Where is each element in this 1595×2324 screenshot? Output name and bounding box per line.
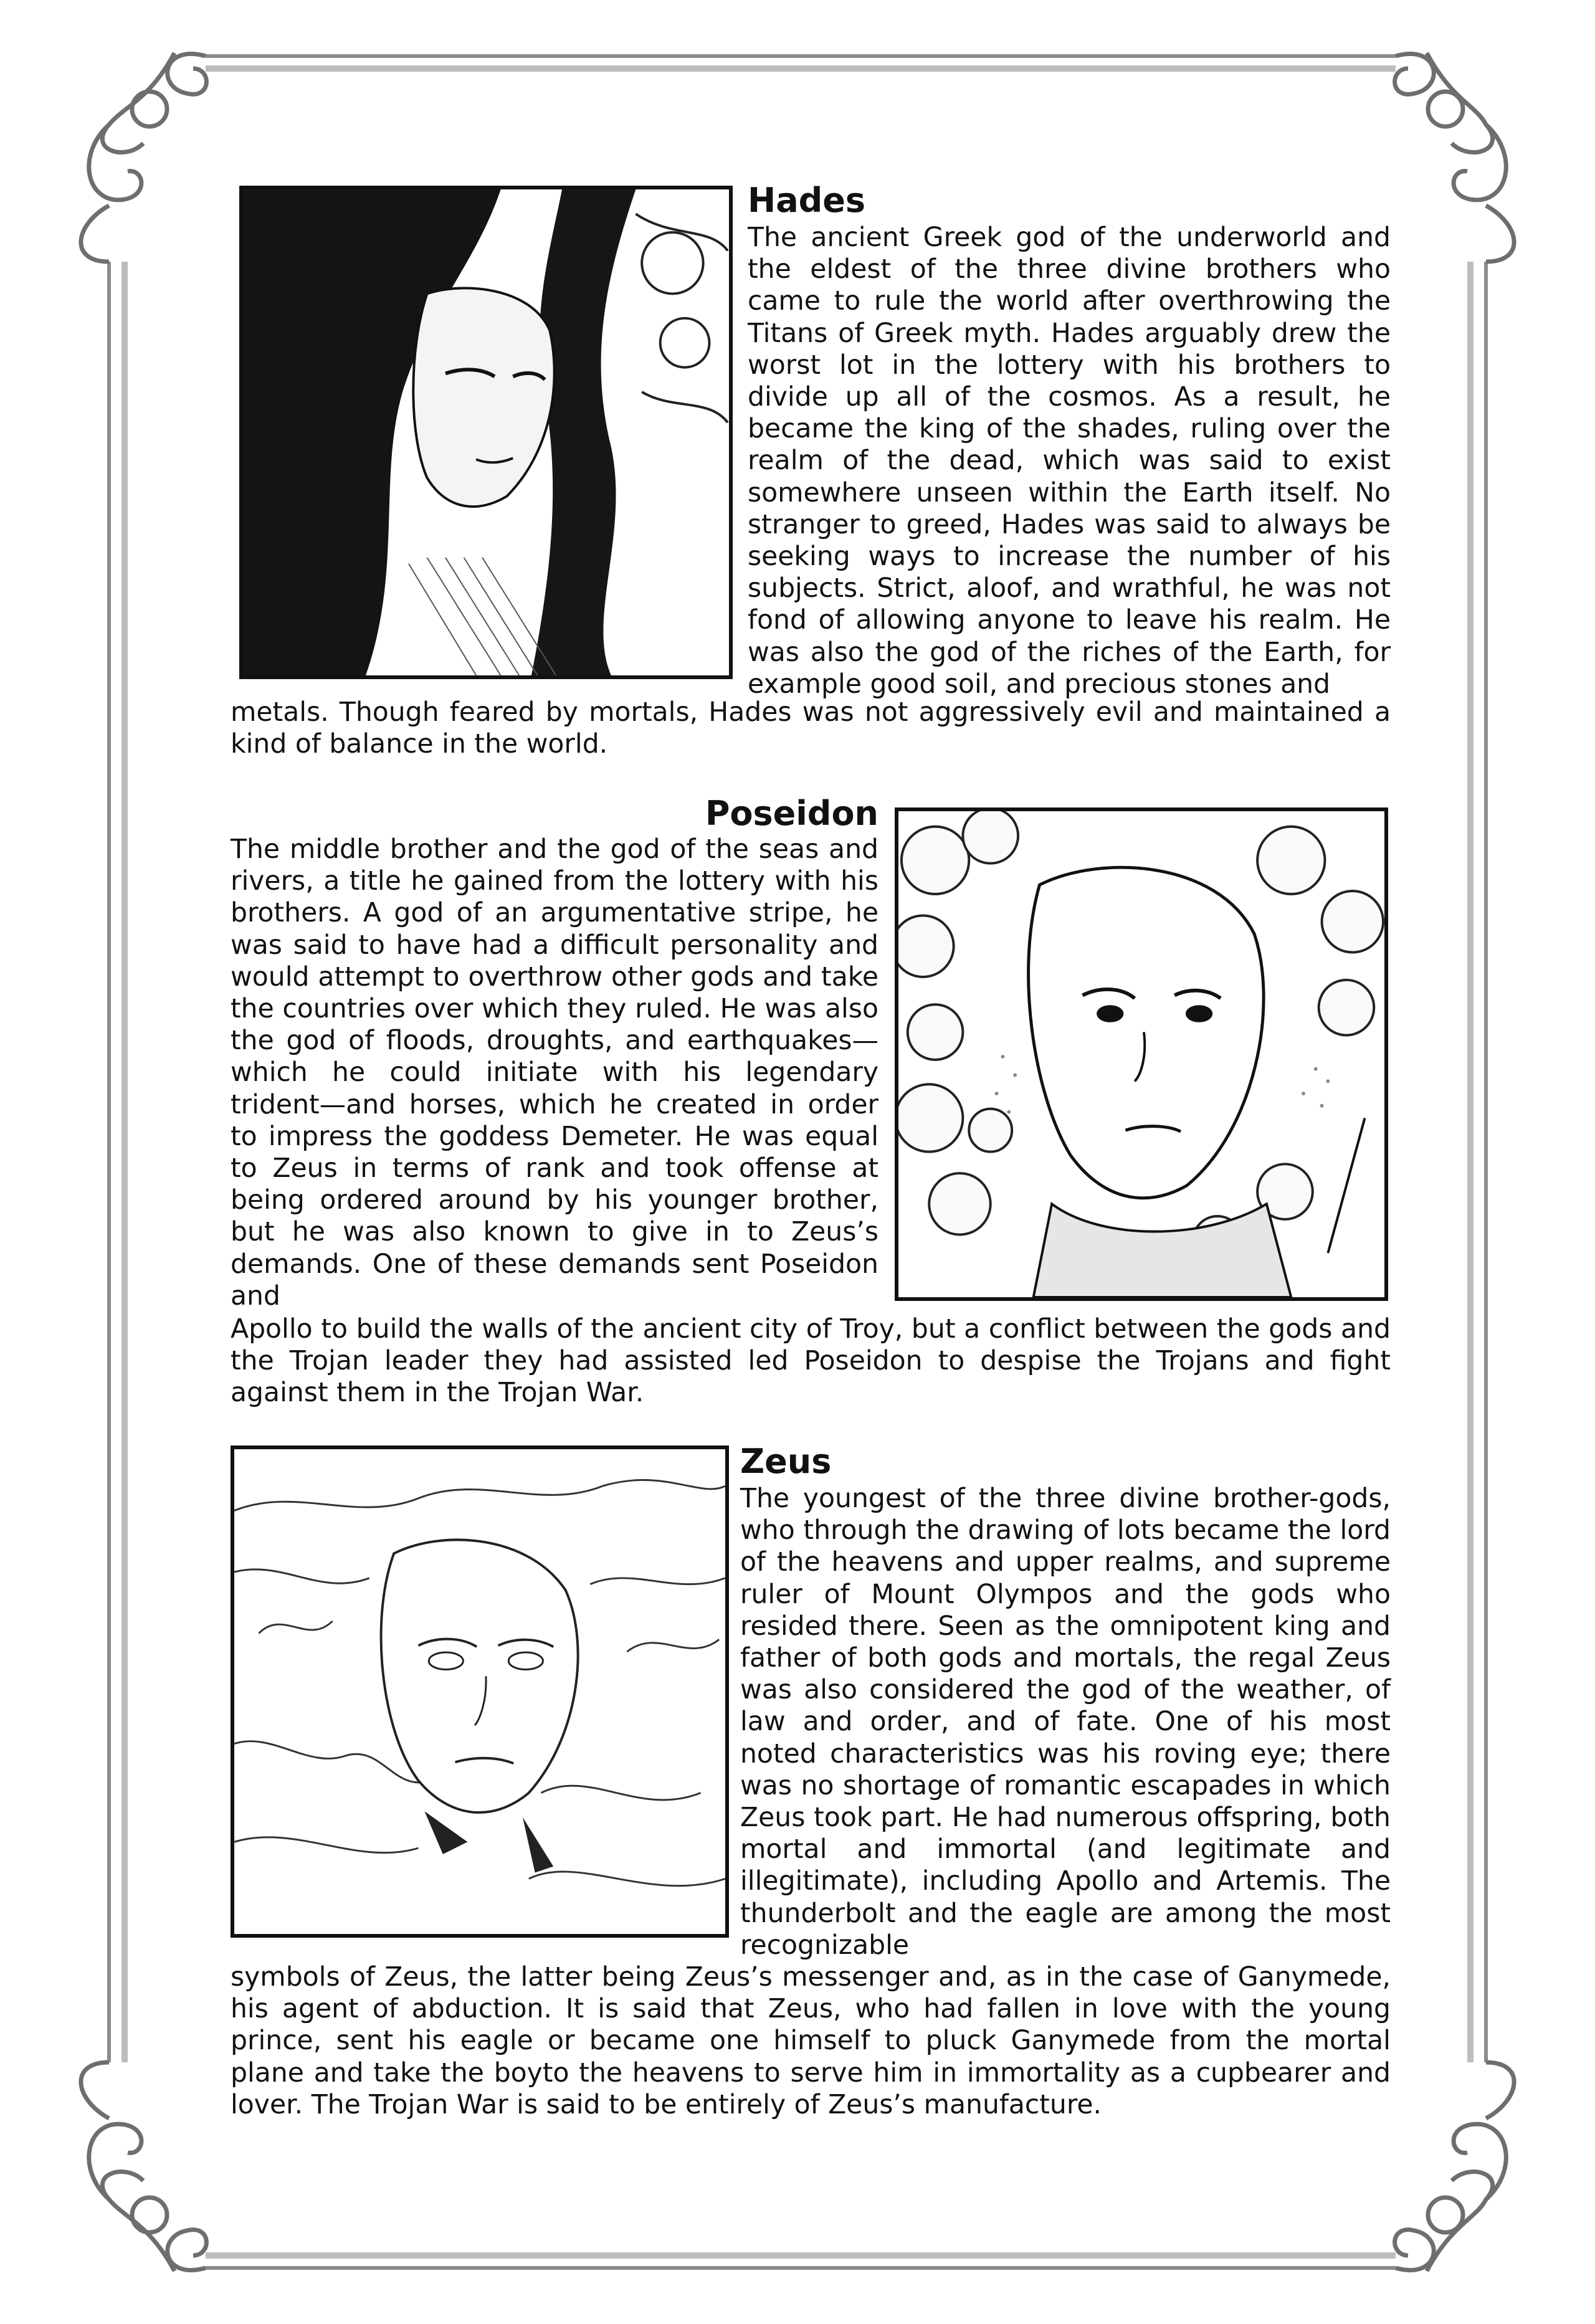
hades-full-text: metals. Though feared by mortals, Hades was not aggressively evil and maintained a kind of balance in the world. — [231, 697, 1391, 760]
poseidon-title: Poseidon — [705, 794, 878, 833]
hades-title: Hades — [748, 181, 866, 220]
hades-side-text: The ancient Greek god of the underworld and the eldest of the three divine brothers who came to rule the world after overthrowing the Titans of Greek myth. Hades arguably drew the worst lot in the lottery with his brothers to divide up all of the cosmos. As a result, he became the king of the shades, ruling over the realm of the dead, which was said to exist somewhere unseen within the Earth itself. No stranger to greed, Hades was said to always be seeking ways to increase the number of his subjects. Strict, aloof, and wrathful, he was not fond of allowing anyone to leave his realm. He was also the god of the riches of the Earth, for example good soil, and precious stones and — [748, 222, 1391, 700]
poseidon-full-text: Apollo to build the walls of the ancient city of Troy, but a conflict between the gods and the Trojan leader they had assisted led Poseidon to despise the Trojans and fight against them in the Trojan War. — [231, 1314, 1391, 1409]
zeus-side-text: The youngest of the three divine brother-gods, who through the drawing of lots became the lord of the heavens and upper realms, and supreme ruler of Mount Olympos and the gods who resided there. Seen as the omnipotent king and father of both gods and mortals, the regal Zeus was also considered the god of the weather, of law and order, and of fate. One of his most noted characteristics was his roving eye; there was no shortage of romantic escapades in which Zeus took part. He had numerous offspring, both mortal and immortal (and legitimate and illegitimate), including Apollo and Artemis. The thunderbolt and the eagle are among the most recognizable — [740, 1483, 1391, 1961]
poseidon-illustration — [895, 807, 1388, 1301]
zeus-full-text: symbols of Zeus, the latter being Zeus’s messenger and, as in the case of Ganymede, his agent of abduction. It is said that Zeus, who had fallen in love with the young prince, sent his eagle or became one himself to pluck Ganymede from the mortal plane and take the boyto the heavens to serve him in immortality as a cupbearer and lover. The Trojan War is said to be entirely of Zeus’s manufacture. — [231, 1962, 1391, 2120]
poseidon-side-text: The middle brother and the god of the seas and rivers, a title he gained from the lottery with his brothers. A god of an argumentative stripe, he was said to have had a difficult personality and would attempt to overthrow other gods and take the countries over which they ruled. He was also the god of floods, droughts, and earthquakes—which he could initiate with his legendary trident—and horses, which he created in order to impress the goddess Demeter. He was equal to Zeus in terms of rank and took offense at being ordered around by his younger brother, but he was also known to give in to Zeus’s demands. One of these demands sent Poseidon and — [231, 834, 878, 1312]
zeus-title: Zeus — [740, 1442, 832, 1481]
hades-illustration — [239, 186, 733, 679]
zeus-illustration — [231, 1445, 729, 1938]
